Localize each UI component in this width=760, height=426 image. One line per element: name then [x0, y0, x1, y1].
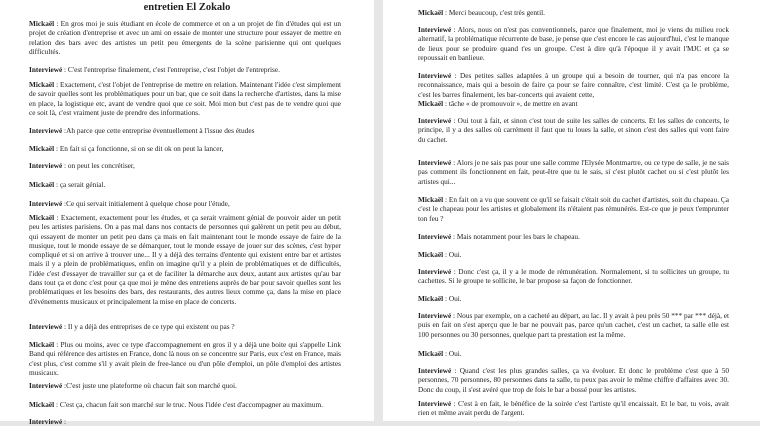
speaker-name: Mickaël	[29, 144, 55, 153]
dialogue-paragraph	[418, 158, 729, 186]
speaker-name: Interviewé	[29, 417, 63, 426]
dialogue-paragraph	[418, 267, 729, 286]
dialogue-text: :Ah parce que cette entreprise éventuellement à l'issue des études	[62, 126, 255, 135]
dialogue-text: : Alors, nous on n'est pas conventionnels, parce que finalement, moi je viens du milieu rock alternatif, la problématique récurrente de base, je pense que c'est encore le cas aujourd'hui, c'est le manque de lieux pour se produire quand t'es un groupe. C'est à dire qu'à l'époque il y avait l'MJC et ça se repoussait en banlieue.	[418, 25, 729, 62]
speaker-name: Interviewé	[418, 366, 452, 375]
dialogue-paragraph	[418, 71, 729, 99]
dialogue-text: :C'est juste une plateforme où chacun fait son marché quoi.	[62, 381, 237, 390]
dialogue-text: : C'est l'entreprise finalement, c'est l'entreprise, c'est l'objet de l'entreprise.	[62, 65, 280, 74]
speaker-name: Mickaël	[418, 8, 444, 17]
dialogue-paragraph	[29, 80, 341, 117]
dialogue-paragraph	[29, 19, 341, 56]
dialogue-paragraph	[29, 340, 341, 377]
dialogue-text: :Ce qui servait initialement à quelque chose pour l'étude,	[62, 199, 230, 208]
dialogue-paragraph	[418, 8, 729, 17]
speaker-name: Interviewé	[418, 116, 452, 125]
speaker-name: Mickaël	[29, 180, 55, 189]
speaker-name: Interviewé	[29, 65, 63, 74]
dialogue-text: : En fait on a vu que souvent ce qu'il se faisait c'était soit du cachet d'artistes, soit du chapeau. Ça c'est le chapeau pour les artistes et globalement ils n'étaient pas rémunérés. Est-ce que je peux t'emprunter ton feu ?	[418, 195, 729, 223]
dialogue-paragraph	[418, 294, 729, 303]
dialogue-paragraph	[418, 399, 729, 418]
dialogue-paragraph	[418, 311, 729, 339]
dialogue-text: : Alors je ne sais pas pour une salle comme l'Elysée Montmartre, ou ce type de salle, je ne sais pas comment ils fonctionnent en fait, peut-être que tu le sais, si c'est plutôt cachet ou si c'est plutôt les artistes qui...	[418, 158, 729, 186]
speaker-name: Interviewé	[418, 71, 452, 80]
dialogue-paragraph	[418, 195, 729, 223]
dialogue-text: : on peut les concrétiser,	[62, 161, 135, 170]
speaker-name: Mickaël	[418, 99, 444, 108]
dialogue-text: : Oui.	[443, 294, 462, 303]
document-page-1	[0, 0, 374, 426]
speaker-name: Interviewé	[418, 399, 452, 408]
dialogue-text: : ça serait génial.	[54, 180, 106, 189]
dialogue-paragraph	[29, 322, 341, 331]
dialogue-paragraph	[29, 213, 341, 306]
dialogue-text: : Oui tout à fait, et sinon c'est tout de suite les salles de concerts. Et les salles de concerts, le principe, il y a des salles où carrément il faut que tu loues la salle, et sinon c'est des salles qui vont faire du cachet.	[418, 116, 729, 144]
dialogue-paragraph	[418, 116, 729, 144]
speaker-name: Interviewé	[418, 311, 452, 320]
speaker-name: Mickaël	[29, 340, 55, 349]
dialogue-text: : Exactement, c'est l'objet de l'entreprise de mettre en relation. Maintenant l'idée c'est simplement de savoir quelles sont les problématiques pour un bar, que ce soit dans la recherche d'artistes, dans la mise en place, la logistique etc, avant de vendre quoi que ce soit. Moi mon but c'est pas de te vendre quoi que ce soit là, c'est vraiment juste de prendre des informations.	[29, 80, 341, 117]
dialogue-text: : Quand c'est les plus grandes salles, ça va évoluer. Et donc le problème c'est que à 50 personnes, 70 personnes, 80 personnes dans ta salle, tu peux pas avoir le même chiffre d'affaires avec 30. Donc du coup, il s'est avéré que trop de fois le bar a bossé pour les artistes.	[418, 366, 729, 394]
document-page-2	[383, 0, 760, 421]
dialogue-paragraph	[29, 381, 341, 390]
dialogue-paragraph	[418, 99, 729, 108]
dialogue-text: : Il y a déjà des entreprises de ce type qui existent ou pas ?	[62, 322, 235, 331]
dialogue-text: : Donc c'est ça, il y a le mode de rémunération. Normalement, si tu sollicites un groupe, tu cachettes. Si le groupe te sollicite, le bar propose sa façon de fonctionner.	[418, 267, 729, 286]
dialogue-paragraph	[418, 232, 729, 241]
speaker-name: Interviewé	[29, 126, 63, 135]
dialogue-text: : Mais notamment pour les bars le chapeau.	[451, 232, 580, 241]
dialogue-paragraph	[29, 180, 341, 189]
speaker-name: Mickaël	[418, 195, 444, 204]
speaker-name: Mickaël	[29, 400, 55, 409]
speaker-name: Interviewé	[418, 232, 452, 241]
dialogue-text: : Merci beaucoup, c'est très gentil.	[443, 8, 545, 17]
dialogue-paragraph	[29, 199, 341, 208]
document-title: entretien El Zokalo	[143, 2, 231, 13]
dialogue-text: : Exactement, exactement pour les études, et ça serait vraiment génial de pouvoir aider un petit peu les artistes parisiens. On a pas mal dans nos contacts de personnes qui galèrent un petit peu au début, qui essayent de monter un petit peu dans ça mais en fait maintenant tout le monde essaye de faire de la musique, tout le monde essaye de se démarquer, tout le monde essaye de jouer sur des scènes, c'est hyper compliqué et si on arrive à trouver une... Il y a déjà des terrains d'entente qui existent entre bar et artistes mais il y a plein de problématiques, enfin on imagine qu'il y a plein de problématiques et de difficultés, l'idée c'est d'essayer de travailler sur ça et de faciliter la démarche aux deux, autant aux artistes qu'au bar dans tout ça et donc c'est pour ça que moi je mène des entretiens auprès de bar pour savoir quelles sont les problématiques et les besoins des bars, des restaurants, des autres lieux comme ça, dans la mise en place d'événements musicaux et principalement la mise en place de concerts.	[29, 213, 341, 306]
dialogue-text: : C'est à en fait, le bénéfice de la soirée c'est l'artiste qu'il encaissait. Et le bar, tu vois, avait rien et même avait perdu de l'argent.	[418, 399, 729, 418]
dialogue-text: : Oui.	[443, 250, 462, 259]
dialogue-text: : C'est ça, chacun fait son marché sur le truc. Nous l'idée c'est d'accompagner au maximum.	[54, 400, 324, 409]
dialogue-paragraph	[29, 144, 341, 153]
speaker-name: Mickaël	[29, 213, 55, 222]
dialogue-text: : tâche « de promouvoir », de mettre en avant	[443, 99, 578, 108]
speaker-name: Mickaël	[418, 250, 444, 259]
speaker-name: Interviewé	[418, 267, 452, 276]
dialogue-text: : Des petites salles adaptées à un groupe qui a besoin de tourner, qui n'a pas encore la reconnaissance, mais qui a besoin de faire ça pour se faire connaître, c'est limité. C'est ça le problème, c'est les barres finalement, les bar-concerts qui avaient cette,	[418, 71, 729, 99]
speaker-name: Interviewé	[418, 158, 452, 167]
speaker-name: Mickaël	[418, 349, 444, 358]
speaker-name: Interviewé	[418, 25, 452, 34]
dialogue-text: : Nous par exemple, on a cacheté au départ, au lac. Il y avait à peu près 50 *** par *** déjà, et puis en fait on s'est aperçu que le bar ne pouvait pas, parce qu'un cachet, c'est un cachet, ta salle elle est 100 personnes ou 30 personnes, quelque part ta prestation est la même.	[418, 311, 730, 339]
speaker-name: Interviewé	[29, 322, 63, 331]
speaker-name: Mickaël	[29, 80, 55, 89]
dialogue-paragraph	[29, 161, 341, 170]
dialogue-text: : En gros moi je suis étudiant en école de commerce et on a un projet de fin d'études qui est un projet de création d'entreprise et avec un ami on essaie de monter une structure pour essayer de mettre en relation des bars avec des artistes un petit peu émergents de la scène parisienne qui ont quelques difficultés.	[29, 19, 341, 56]
speaker-name: Interviewé	[29, 199, 63, 208]
dialogue-paragraph	[29, 126, 341, 135]
speaker-name: Mickaël	[29, 19, 55, 28]
dialogue-paragraph	[418, 366, 729, 394]
dialogue-paragraph	[29, 417, 341, 426]
speaker-name: Mickaël	[418, 294, 444, 303]
dialogue-paragraph	[418, 250, 729, 259]
dialogue-text: : En fait si ça fonctionne, si on se dit ok on peut la lancer,	[54, 144, 224, 153]
dialogue-text: : Plus ou moins, avec ce type d'accompagnement en gros il y a déjà une boite qui s'appelle Link Band qui référence des artistes en France, donc là nous on se concentre sur Paris, eux c'est en France, mais c'est plus, c'est comme s'il y avait plein de free-lance ou d'un pôle d'emploi, un pôle d'emploi des artistes musicaux.	[29, 340, 341, 377]
dialogue-paragraph	[29, 400, 341, 409]
speaker-name: Interviewé	[29, 161, 63, 170]
dialogue-paragraph	[418, 349, 729, 358]
dialogue-paragraph	[418, 25, 729, 62]
dialogue-text: : Oui.	[443, 349, 462, 358]
speaker-name: Interviewé	[29, 381, 63, 390]
dialogue-text: :	[62, 417, 67, 426]
dialogue-paragraph	[29, 65, 341, 74]
